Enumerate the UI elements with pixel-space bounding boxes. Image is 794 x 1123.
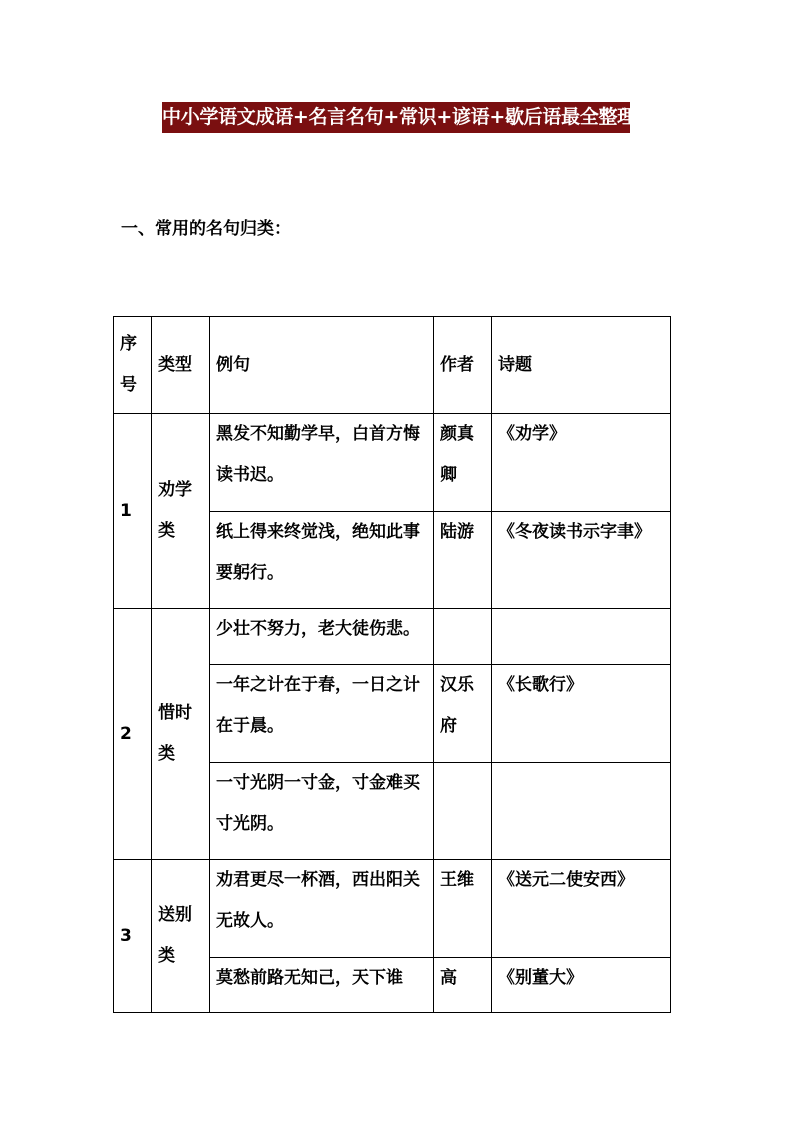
poem-cell: 《冬夜读书示字聿》 bbox=[492, 512, 671, 609]
document-title: 中小学语文成语+名言名句+常识+谚语+歇后语最全整理 bbox=[162, 102, 630, 133]
group-index: 1 bbox=[114, 414, 152, 609]
sentence-cell: 纸上得来终觉浅，绝知此事要躬行。 bbox=[210, 512, 434, 609]
author-cell: 王维 bbox=[434, 860, 492, 958]
poem-cell: 《劝学》 bbox=[492, 414, 671, 512]
group-type: 劝学类 bbox=[152, 414, 210, 609]
sentence-cell: 黑发不知勤学早，白首方悔读书迟。 bbox=[210, 414, 434, 512]
author-cell: 颜真卿 bbox=[434, 414, 492, 512]
poem-cell: 《送元二使安西》 bbox=[492, 860, 671, 958]
author-cell bbox=[434, 763, 492, 860]
table-header-row bbox=[114, 317, 671, 414]
table-row bbox=[114, 414, 671, 512]
sentence-cell: 一寸光阴一寸金，寸金难买寸光阴。 bbox=[210, 763, 434, 860]
poem-cell: 《长歌行》 bbox=[492, 665, 671, 763]
author-cell: 高 bbox=[434, 958, 492, 1013]
poem-cell: 《别董大》 bbox=[492, 958, 671, 1013]
header-index: 序号 bbox=[114, 317, 152, 414]
group-index: 3 bbox=[114, 860, 152, 1013]
sentence-cell: 少壮不努力，老大徒伤悲。 bbox=[210, 609, 434, 665]
header-author: 作者 bbox=[434, 317, 492, 414]
header-type: 类型 bbox=[152, 317, 210, 414]
quotes-table bbox=[113, 316, 671, 1013]
poem-cell bbox=[492, 609, 671, 665]
group-type: 惜时类 bbox=[152, 609, 210, 860]
sentence-cell: 莫愁前路无知己，天下谁 bbox=[210, 958, 434, 1013]
group-index: 2 bbox=[114, 609, 152, 860]
sentence-cell: 一年之计在于春，一日之计在于晨。 bbox=[210, 665, 434, 763]
author-cell: 汉乐府 bbox=[434, 665, 492, 763]
header-poem: 诗题 bbox=[492, 317, 671, 414]
header-sentence: 例句 bbox=[210, 317, 434, 414]
section-heading: 一、常用的名句归类： bbox=[121, 219, 291, 239]
table-row bbox=[114, 609, 671, 665]
sentence-cell: 劝君更尽一杯酒，西出阳关无故人。 bbox=[210, 860, 434, 958]
author-cell: 陆游 bbox=[434, 512, 492, 609]
group-type: 送别类 bbox=[152, 860, 210, 1013]
author-cell bbox=[434, 609, 492, 665]
poem-cell bbox=[492, 763, 671, 860]
table-row bbox=[114, 860, 671, 958]
